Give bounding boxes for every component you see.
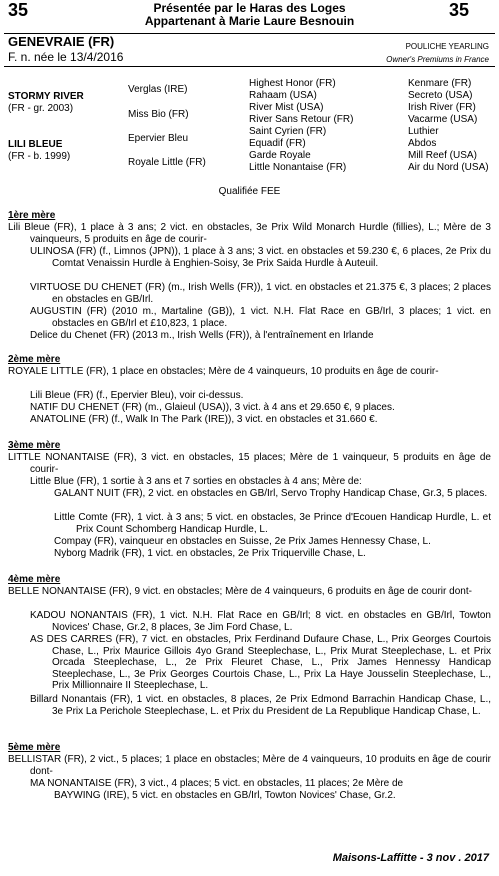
section-title-2: 2ème mère [8, 354, 61, 365]
pedigree-gen4: Mill Reef (USA) [408, 150, 477, 161]
produce-record: AUGUSTIN (FR) (2010 m., Martaline (GB)), 1 vict. N.H. Flat Race en GB/Irl, 3 places; 1 vict. en obstacles en GB/Irl et £10,823, 1 place. [30, 306, 491, 329]
produce-record: NATIF DU CHENET (FR) (m., Glaieul (USA)), 3 vict. à 4 ans et 29.650 €, 9 places. [30, 402, 395, 413]
pedigree-gen3: Equadif (FR) [249, 138, 306, 149]
horse-birth: F. n. née le 13/4/2016 [8, 50, 124, 64]
owners-premiums: Owner's Premiums in France [386, 55, 489, 64]
pedigree-gen2: Verglas (IRE) [128, 84, 188, 95]
pedigree-gen3: Highest Honor (FR) [249, 78, 336, 89]
pedigree-gen4: Vacarme (USA) [408, 114, 478, 125]
pedigree-gen4: Luthier [408, 126, 439, 137]
produce-record: ANATOLINE (FR) (f., Walk In The Park (IRE)), 3 vict. en obstacles et 31.660 €. [30, 414, 378, 425]
pedigree-rule [4, 66, 495, 67]
pedigree-gen4: Secreto (USA) [408, 90, 473, 101]
sire-name: STORMY RIVER [8, 91, 84, 102]
fifth-dam-record: BELLISTAR (FR), 2 vict., 5 places; 1 place en obstacles; Mère de 4 vainqueurs, 10 produits en âge de courir dont- [8, 754, 491, 777]
pedigree-gen3: Garde Royale [249, 150, 311, 161]
qualified-fee: Qualifiée FEE [218, 186, 281, 197]
owner-line: Appartenant à Marie Laure Besnouin [144, 14, 355, 28]
produce-record: GALANT NUIT (FR), 2 vict. en obstacles en GB/Irl, Servo Trophy Handicap Chase, Gr.3, 5 places. [54, 488, 488, 499]
sire-info: (FR - gr. 2003) [8, 103, 74, 114]
pedigree-gen4: Abdos [408, 138, 437, 149]
fourth-dam-record: BELLE NONANTAISE (FR), 9 vict. en obstacles; Mère de 4 vainqueurs, 6 produits en âge de courir dont- [8, 586, 472, 597]
produce-record: VIRTUOSE DU CHENET (FR) (m., Irish Wells (FR)), 1 vict. en obstacles et 21.375 €, 3 places; 2 places en obstacles en GB/Irl. [30, 282, 491, 305]
section-title-4: 4ème mère [8, 574, 61, 585]
consignor-line: Présentée par le Haras des Loges [153, 1, 346, 15]
pedigree-gen3: Little Nonantaise (FR) [249, 162, 347, 173]
lot-number-left: 35 [8, 0, 29, 20]
produce-record: Delice du Chenet (FR) (2013 m., Irish Wells (FR)), à l'entraînement en Irlande [30, 330, 374, 341]
pedigree-gen4: Irish River (FR) [408, 102, 476, 113]
pedigree-gen3: River Sans Retour (FR) [249, 114, 354, 125]
produce-record: Lili Bleue (FR) (f., Epervier Bleu), voir ci-dessus. [30, 390, 244, 401]
produce-record: Little Comte (FR), 1 vict. à 3 ans; 5 vict. en obstacles, 3e Prince d'Ecouen Handicap Hurdle, L. et Prix Count Schomberg Handicap Hurdle, L. [54, 512, 491, 535]
section-title-3: 3ème mère [8, 440, 61, 451]
pedigree-gen2: Miss Bio (FR) [128, 109, 189, 120]
produce-record: Little Blue (FR), 1 sortie à 3 ans et 7 sorties en obstacles à 4 ans; Mère de: [30, 476, 362, 487]
section-title-5: 5ème mère [8, 742, 61, 753]
produce-record: KADOU NONANTAIS (FR), 1 vict. N.H. Flat Race en GB/Irl; 8 vict. en obstacles en GB/Irl, Towton Novices' Chase, Gr.2, 8 places, 3e Jim Ford Chase, L. [30, 610, 491, 633]
produce-record: Billard Nonantais (FR), 1 vict. en obstacles, 8 places, 2e Prix Edmond Barrachin Handicap Chase, L., 3e Prix La Perichole Steeplechase, L. et Prix du President de La Republique Handicap Chase, L. [30, 694, 491, 717]
pedigree-gen4: Air du Nord (USA) [408, 162, 489, 173]
horse-name: GENEVRAIE (FR) [8, 34, 115, 49]
produce-record: Compay (FR), vainqueur en obstacles en Suisse, 2e Prix James Hennessy Chase, L. [54, 536, 431, 547]
produce-record: MA NONANTAISE (FR), 3 vict., 4 places; 5 vict. en obstacles, 11 places; 2e Mère de [30, 778, 404, 789]
pedigree-gen2: Royale Little (FR) [128, 157, 206, 168]
dam-name: LILI BLEUE [8, 139, 63, 150]
second-dam-record: ROYALE LITTLE (FR), 1 place en obstacles; Mère de 4 vainqueurs, 10 produits en âge de courir- [8, 366, 439, 377]
pedigree-gen3: Rahaam (USA) [249, 90, 317, 101]
pedigree-gen4: Kenmare (FR) [408, 78, 472, 89]
section-title-1: 1ère mère [8, 210, 56, 221]
pedigree-gen3: Saint Cyrien (FR) [249, 126, 327, 137]
dam-record: Lili Bleue (FR), 1 place à 3 ans; 2 vict. en obstacles, 3e Prix Wild Monarch Hurdle (fillies), L.; Mère de 3 vainqueurs, 5 produits en âge de courir- [8, 222, 491, 245]
produce-record: ULINOSA (FR) (f., Limnos (JPN)), 1 place à 3 ans; 3 vict. en obstacles et 59.230 €, 6 places, 2e Prix du Comtat Venaissin Hurdle à Enghien-Soisy, 3e Prix Saida Hurdle à Auteuil. [30, 246, 491, 269]
third-dam-record: LITTLE NONANTAISE (FR), 3 vict. en obstacles, 15 places; Mère de 1 vainqueur, 5 produits en âge de courir- [8, 452, 491, 475]
footer-venue-date: Maisons-Laffitte - 3 nov . 2017 [332, 852, 489, 864]
produce-record: AS DES CARRES (FR), 7 vict. en obstacles, Prix Ferdinand Dufaure Chase, L., Prix Georges Courtois Chase, L., Prix Maurice Gillois 4yo Grand Steeplechase, L., Prix Murat Steeplechase, L. et Prix Orcada Steeplechase, L., 2e Prix Fleuret Chase, L., Prix James Hennessy Handicap Steeplechase, L., 3e Prix Georges Courtois Chase, L., Prix La Haye Jousselin Steeplechase, L., Prix Millionnaire II Steeplechase, L. [30, 634, 491, 692]
dam-info: (FR - b. 1999) [8, 151, 71, 162]
lot-number-right: 35 [448, 0, 469, 20]
produce-record: Nyborg Madrik (FR), 1 vict. en obstacles, 2e Prix Triquerville Chase, L. [54, 548, 366, 559]
produce-record: BAYWING (IRE), 5 vict. en obstacles en GB/Irl, Towton Novices' Chase, Gr.2. [54, 790, 396, 801]
pedigree-gen3: River Mist (USA) [249, 102, 324, 113]
pedigree-gen2: Epervier Bleu [128, 133, 189, 144]
horse-category: POULICHE YEARLING [405, 42, 489, 51]
